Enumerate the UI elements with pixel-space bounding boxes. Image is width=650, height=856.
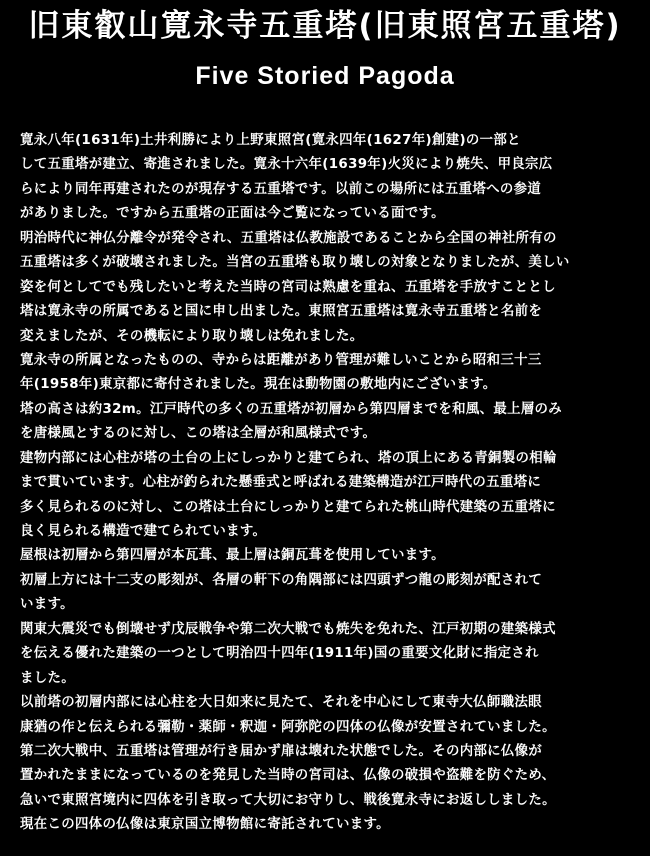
text-line: 塔は寛永寺の所属であると国に申し出ました。東照宮五重塔は寛永寺五重塔と名前を [20, 304, 543, 320]
text-line: 明治時代に神仏分離令が発令され、五重塔は仏教施設であることから全国の神社所有の [20, 230, 557, 246]
text-line: 寛永八年(1631年)土井利勝により上野東照宮(寛永四年(1627年)創建)の一部と [20, 133, 521, 148]
text-line: まで貫いています。心柱が釣られた懸垂式と呼ばれる建築構造が江戸時代の五重塔に [20, 475, 542, 491]
text-line: 現在この四体の仏像は東京国立博物館に寄託されています。 [20, 817, 390, 833]
text-line: 第二次大戦中、五重塔は管理が行き届かず扉は壊れた状態でした。その内部に仏像が [20, 743, 543, 759]
text-line: 置かれたままになっているのを発見した当時の宮司は、仏像の破損や盗難を防ぐため、 [20, 768, 556, 784]
description-text [20, 129, 635, 838]
text-line: 五重塔は多くが破壊されました。当宮の五重塔も取り壊しの対象となりましたが、美しい [20, 255, 570, 271]
text-line: 康猶の作と伝えられる彌勒・薬師・釈迦・阿弥陀の四体の仏像が安置されていました。 [20, 719, 556, 735]
english-title: Five Storied Pagoda [195, 62, 455, 90]
text-line: がありました。ですから五重塔の正面は今ご覧になっている面です。 [20, 206, 445, 222]
text-line: 屋根は初層から第四層が本瓦葺、最上層は銅瓦葺を使用しています。 [20, 548, 445, 564]
text-line: 姿を何としてでも残したいと考えた当時の宮司は熟慮を重ね、五重塔を手放すこととし [20, 279, 556, 295]
text-line: 急いで東照宮境内に四体を引き取って大切にお守りし、戦後寛永寺にお返ししました。 [20, 792, 556, 808]
text-line: 塔の高さは約32m。江戸時代の多くの五重塔が初層から第四層までを和風、最上層のみ [20, 401, 563, 417]
text-line: 初層上方には十二支の彫刻が、各層の軒下の角隅部には四頭ずつ龍の彫刻が配されて [20, 572, 543, 588]
japanese-title: 旧東叡山寛永寺五重塔(旧東照宮五重塔) [28, 8, 622, 44]
text-line: 多く見られるのに対し、この塔は土台にしっかりと建てられた桃山時代建築の五重塔に [20, 499, 556, 515]
text-line: ました。 [20, 670, 75, 686]
text-line: 以前塔の初層内部には心柱を大日如来に見たて、それを中心にして東寺大仏師職法眼 [20, 695, 542, 711]
text-line: います。 [20, 597, 74, 613]
text-line: らにより同年再建されたのが現存する五重塔です。以前この場所には五重塔への参道 [20, 181, 542, 197]
text-line: を唐様風とするのに対し、この塔は全層が和風様式です。 [20, 426, 377, 442]
text-line: して五重塔が建立、寄進されました。寛永十六年(1639年)火災により焼失、甲良宗広 [20, 157, 553, 173]
text-line: 良く見られる構造で建てられています。 [20, 524, 267, 539]
text-line: 関東大震災でも倒壊せず戊辰戦争や第二次大戦でも焼失を免れた、江戸初期の建築様式 [20, 621, 556, 637]
text-line: 年(1958年)東京都に寄付されました。現在は動物園の敷地内にございます。 [20, 377, 497, 393]
text-line: 寛永寺の所属となったものの、寺からは距離があり管理が難しいことから昭和三十三 [20, 352, 542, 368]
text-line: を伝える優れた建築の一つとして明治四十四年(1911年)国の重要文化財に指定され [20, 646, 539, 662]
text-line: 変えましたが、その機転により取り壊しは免れました。 [20, 328, 364, 344]
text-line: 建物内部には心柱が塔の土台の上にしっかりと建てられ、塔の頂上にある青銅製の相輪 [20, 450, 557, 466]
